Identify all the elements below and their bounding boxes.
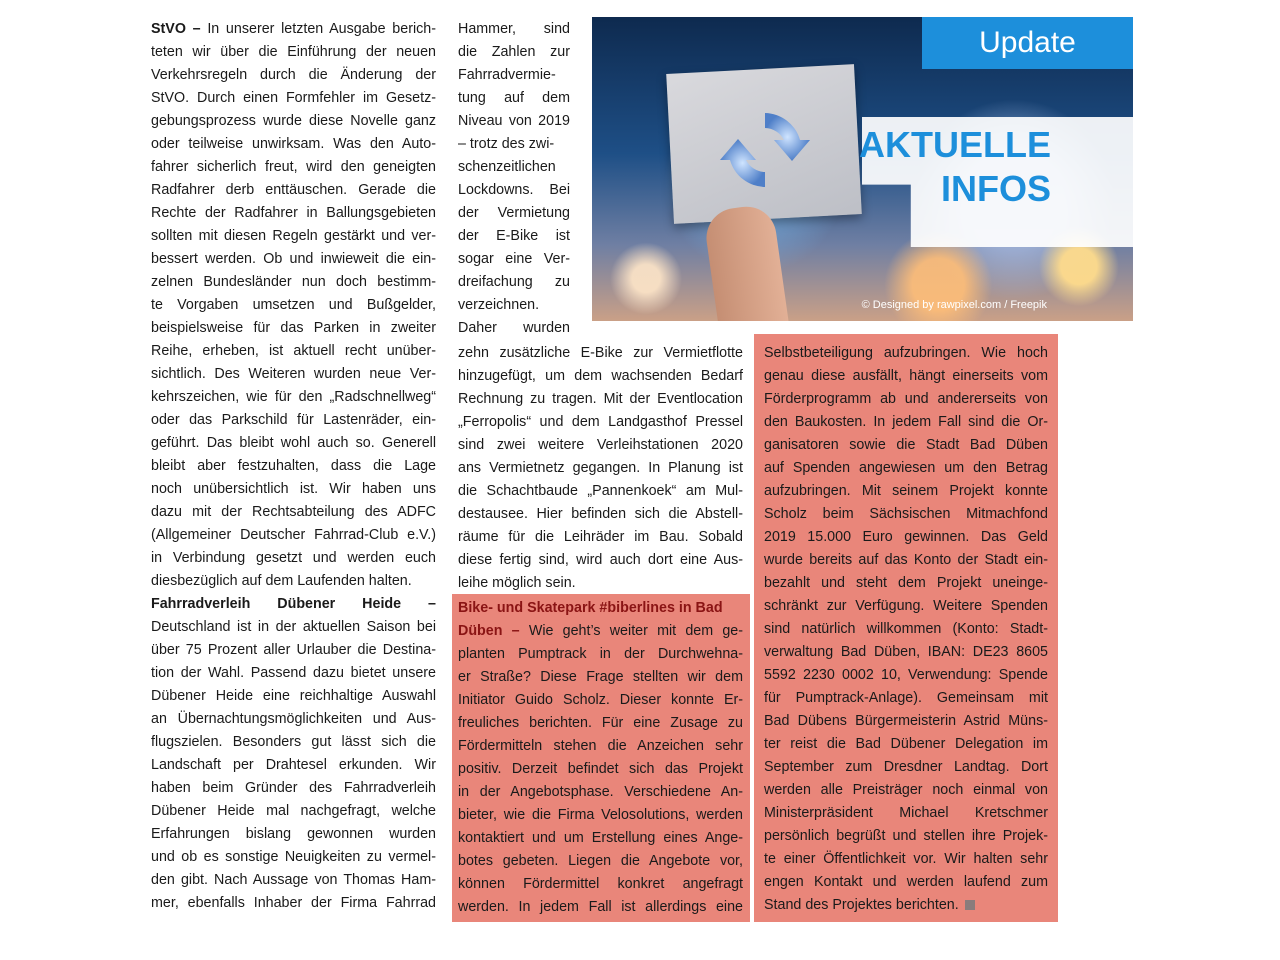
line-text: diese fertig sind, wird auch dort eine Aus- bbox=[458, 552, 743, 568]
line-text: bleibt aber festzuhalten, dass die Lage bbox=[151, 458, 436, 474]
line-text: kontaktiert und um Erstellung eines Ange- bbox=[458, 830, 743, 846]
line-text: den Baukosten. In jedem Fall sind die Or- bbox=[764, 414, 1048, 430]
line-text: September zum Dresdner Landtag. Dort bbox=[764, 759, 1048, 775]
text-line bbox=[458, 202, 570, 225]
text-line bbox=[458, 620, 743, 643]
line-text: StVO. Durch einen Formfehler im Gesetz- bbox=[151, 90, 436, 106]
line-text: tung auf dem bbox=[458, 90, 570, 106]
line-text: Rechte der Radfahrer in Ballungsgebieten bbox=[151, 205, 436, 221]
text-line bbox=[151, 570, 436, 593]
article-column-1 bbox=[151, 18, 436, 915]
text-line bbox=[151, 869, 436, 892]
line-text: die Zahlen zur bbox=[458, 44, 570, 60]
text-line bbox=[151, 133, 436, 156]
line-text: Selbstbeteiligung aufzubringen. Wie hoch bbox=[764, 345, 1048, 361]
line-text: genau diese ausfällt, hängt einerseits vom bbox=[764, 368, 1048, 384]
text-line bbox=[458, 156, 570, 179]
line-text: Fahrradvermie- bbox=[458, 67, 556, 83]
text-line bbox=[764, 388, 1048, 411]
line-text: Förderprogramm ab und andererseits von bbox=[764, 391, 1048, 407]
line-text: In unserer letzten Ausgabe berich- bbox=[207, 21, 436, 37]
text-line bbox=[458, 18, 570, 41]
lead-heading: StVO – bbox=[151, 21, 208, 37]
line-text: in Verbindung gesetzt und werden euch bbox=[151, 550, 436, 566]
text-line bbox=[151, 64, 436, 87]
line-text: „Ferropolis“ und dem Landgasthof Pressel bbox=[458, 414, 743, 430]
text-line bbox=[151, 432, 436, 455]
line-text: flugszielen. Besonders gut lässt sich die bbox=[151, 734, 436, 750]
line-text: Daher wurden bbox=[458, 320, 570, 336]
line-text: (Allgemeiner Deutscher Fahrrad-Club e.V.) bbox=[151, 527, 436, 543]
text-line bbox=[764, 756, 1048, 779]
text-line bbox=[764, 618, 1048, 641]
text-line bbox=[151, 800, 436, 823]
text-line bbox=[458, 735, 743, 758]
text-line bbox=[764, 572, 1048, 595]
text-line bbox=[151, 708, 436, 731]
text-line bbox=[458, 271, 570, 294]
text-line bbox=[151, 317, 436, 340]
text-line bbox=[458, 457, 743, 480]
text-line bbox=[151, 455, 436, 478]
line-text: an Übernachtungsmöglichkeiten und Aus- bbox=[151, 711, 436, 727]
hero-title-line2: INFOS bbox=[940, 168, 1051, 209]
line-text: Niveau von 2019 bbox=[458, 113, 570, 129]
text-line bbox=[151, 892, 436, 915]
text-line bbox=[458, 434, 743, 457]
line-text: ans Vermietnetz gegangen. In Planung ist bbox=[458, 460, 743, 476]
text-line bbox=[458, 873, 743, 896]
text-line bbox=[151, 662, 436, 685]
text-line bbox=[151, 271, 436, 294]
article-column-2-highlight bbox=[458, 597, 743, 919]
line-text: – trotz des zwi- bbox=[458, 136, 555, 152]
text-line bbox=[458, 758, 743, 781]
image-credit: © Designed by rawpixel.com / Freepik bbox=[861, 299, 1047, 311]
line-text: und ob es sonstige Neuigkeiten zu vermel- bbox=[151, 849, 436, 865]
line-text: Dübener Heide eine reichhaltige Auswahl bbox=[151, 688, 436, 704]
line-text: 2019 15.000 Euro gewinnen. Das Geld bbox=[764, 529, 1048, 545]
text-line bbox=[458, 666, 743, 689]
line-text: gebungsprozess wurde diese Novelle ganz bbox=[151, 113, 436, 129]
line-text: destausee. Hier befinden sich die Abstell- bbox=[458, 506, 743, 522]
line-text: die Schachtbaude „Pannenkoek“ am Mul- bbox=[458, 483, 743, 499]
line-text: werden alle Preisträger noch einmal von bbox=[764, 782, 1048, 798]
line-text: Verkehrsregeln durch die Änderung der bbox=[151, 67, 436, 83]
line-text: zelnen Bundesländer nun doch bestimm- bbox=[151, 274, 436, 290]
text-line bbox=[764, 365, 1048, 388]
line-text: dazu mit der Rechtsabteilung des ADFC bbox=[151, 504, 436, 520]
text-line bbox=[458, 712, 743, 735]
text-line bbox=[458, 480, 743, 503]
text-line bbox=[151, 593, 436, 616]
line-text: über 75 Prozent aller Urlauber die Destina- bbox=[151, 642, 436, 658]
text-line bbox=[151, 409, 436, 432]
text-line bbox=[458, 110, 570, 133]
line-text: er Straße? Diese Frage stellten wir dem bbox=[458, 669, 743, 685]
line-text: den gibt. Nach Aussage von Thomas Ham- bbox=[151, 872, 436, 888]
line-text: planten Pumptrack in der Durchwehna- bbox=[458, 646, 743, 662]
line-text: verzeichnen. bbox=[458, 297, 540, 313]
text-line bbox=[151, 386, 436, 409]
lead-heading: Fahrradverleih Dübener Heide – bbox=[151, 596, 436, 612]
line-text: Landschaft per Drahtesel erkunden. Wir bbox=[151, 757, 436, 773]
text-line bbox=[151, 340, 436, 363]
line-text: engen Kontakt und werden laufend zum bbox=[764, 874, 1048, 890]
text-line bbox=[458, 365, 743, 388]
line-text: der E-Bike ist bbox=[458, 228, 570, 244]
lead-heading: Bike- und Skatepark #biberlines in Bad bbox=[458, 600, 723, 616]
text-line bbox=[764, 503, 1048, 526]
line-text: oder das Parkschild für Lastenräder, ein- bbox=[151, 412, 436, 428]
text-line bbox=[151, 110, 436, 133]
line-text: Ministerpräsident Michael Kretschmer bbox=[764, 805, 1048, 821]
line-text: Fördermitteln stehen die Anzeichen sehr bbox=[458, 738, 743, 754]
line-text: sind zwei weitere Verleihstationen 2020 bbox=[458, 437, 743, 453]
line-text: der Vermietung bbox=[458, 205, 570, 221]
line-text: verwaltung Bad Düben, IBAN: DE23 8605 bbox=[764, 644, 1048, 660]
text-line bbox=[151, 547, 436, 570]
line-text: dreifachung zu bbox=[458, 274, 570, 290]
line-text: hinzugefügt, um dem wachsenden Bedarf bbox=[458, 368, 743, 384]
line-text: sichtlich. Des Weiteren wurden neue Ver- bbox=[151, 366, 436, 382]
text-line bbox=[151, 478, 436, 501]
text-line bbox=[458, 342, 743, 365]
text-line bbox=[151, 87, 436, 110]
text-line bbox=[458, 225, 570, 248]
end-mark bbox=[965, 900, 975, 910]
line-text: sollten mit diesen Regeln gestärkt und ver- bbox=[151, 228, 436, 244]
text-line bbox=[764, 457, 1048, 480]
line-text: Deutschland ist in der aktuellen Saison bei bbox=[151, 619, 436, 635]
text-line bbox=[458, 503, 743, 526]
line-text: teten wir über die Einführung der neuen bbox=[151, 44, 436, 60]
line-text: oder teilweise unwirksam. Was den Auto- bbox=[151, 136, 436, 152]
line-text: Lockdowns. Bei bbox=[458, 182, 570, 198]
text-line bbox=[151, 639, 436, 662]
text-line bbox=[764, 733, 1048, 756]
line-text: Radfahrer derb enttäuschen. Gerade die bbox=[151, 182, 436, 198]
text-line bbox=[458, 896, 743, 919]
line-text: auf Spenden angewiesen um den Betrag bbox=[764, 460, 1048, 476]
article-column-2-narrow bbox=[458, 18, 570, 340]
line-text: ganisatoren sowie die Stadt Bad Düben bbox=[764, 437, 1048, 453]
text-line bbox=[764, 411, 1048, 434]
text-line bbox=[458, 41, 570, 64]
text-line bbox=[151, 731, 436, 754]
text-line bbox=[151, 524, 436, 547]
text-line bbox=[151, 294, 436, 317]
text-line bbox=[764, 687, 1048, 710]
line-text: positiv. Derzeit befindet sich das Projekt bbox=[458, 761, 743, 777]
lead-heading: Düben – bbox=[458, 623, 529, 639]
line-text: tion der Wahl. Passend dazu bietet unsere bbox=[151, 665, 436, 681]
text-line bbox=[458, 411, 743, 434]
text-line bbox=[151, 156, 436, 179]
line-text: persönlich begrüßt und stellen ihre Projek- bbox=[764, 828, 1048, 844]
hero-image bbox=[592, 17, 1133, 321]
line-text: mer, ebenfalls Inhaber der Firma Fahrrad bbox=[151, 895, 436, 911]
line-text: bieter, wie die Firma Velosolutions, werden bbox=[458, 807, 743, 823]
line-text: haben beim Gründer des Fahrradverleih bbox=[151, 780, 436, 796]
refresh-icon bbox=[710, 95, 820, 205]
line-text: Bad Dübens Bürgermeisterin Astrid Müns- bbox=[764, 713, 1048, 729]
line-text: te einer Öffentlichkeit vor. Wir halten sehr bbox=[764, 851, 1048, 867]
text-line bbox=[764, 526, 1048, 549]
text-line bbox=[458, 572, 743, 595]
update-banner: Update bbox=[922, 17, 1133, 69]
text-line bbox=[458, 549, 743, 572]
line-text: sogar eine Ver- bbox=[458, 251, 570, 267]
text-line bbox=[151, 18, 436, 41]
text-line bbox=[151, 363, 436, 386]
text-line bbox=[458, 294, 570, 317]
line-text: 5592 2230 0002 10, Verwendung: Spende bbox=[764, 667, 1048, 683]
line-text: bessert werden. Ob und inwieweit die ein- bbox=[151, 251, 436, 267]
line-text: können Fördermittel konkret angefragt bbox=[458, 876, 743, 892]
text-line bbox=[458, 64, 570, 87]
line-text: aufzubringen. Mit seinem Projekt konnte bbox=[764, 483, 1048, 499]
text-line bbox=[151, 41, 436, 64]
text-line bbox=[764, 825, 1048, 848]
text-line bbox=[458, 87, 570, 110]
line-text: wurde bereits auf das Konto der Stadt ein- bbox=[764, 552, 1048, 568]
text-line bbox=[458, 643, 743, 666]
line-text: schränkt zur Verfügung. Weitere Spenden bbox=[764, 598, 1048, 614]
line-text: fahrer sicherlich freut, wird den geneigten bbox=[151, 159, 436, 175]
text-line bbox=[151, 248, 436, 271]
hand-illustration bbox=[703, 203, 792, 321]
text-line bbox=[764, 434, 1048, 457]
line-text: Rechnung zu tragen. Mit der Eventlocation bbox=[458, 391, 743, 407]
text-line bbox=[151, 846, 436, 869]
line-text: Erfahrungen bislang gewonnen wurden bbox=[151, 826, 436, 842]
line-text: botes gebeten. Liegen die Angebote vor, bbox=[458, 853, 743, 869]
text-line bbox=[764, 871, 1048, 894]
text-line bbox=[764, 779, 1048, 802]
line-text: kehrszeichen, wie für den „Radschnellweg“ bbox=[151, 389, 436, 405]
text-line bbox=[151, 685, 436, 708]
text-line bbox=[764, 848, 1048, 871]
text-line bbox=[458, 248, 570, 271]
line-text: für Pumptrack-Anlage). Gemeinsam mit bbox=[764, 690, 1048, 706]
text-line bbox=[458, 850, 743, 873]
line-text: Hammer, sind bbox=[458, 21, 570, 37]
text-line bbox=[151, 823, 436, 846]
line-text: Initiator Guido Scholz. Dieser konnte Er- bbox=[458, 692, 743, 708]
line-text: leihe möglich sein. bbox=[458, 575, 576, 591]
line-text: sind natürlich willkommen (Konto: Stadt- bbox=[764, 621, 1048, 637]
text-line bbox=[764, 595, 1048, 618]
text-line bbox=[458, 597, 743, 620]
line-text: freuliches berichten. Für eine Zusage zu bbox=[458, 715, 743, 731]
text-line bbox=[458, 781, 743, 804]
line-text: Wie geht’s weiter mit dem ge- bbox=[528, 623, 743, 639]
text-line bbox=[151, 179, 436, 202]
line-text: bezahlt und steht dem Projekt uneinge- bbox=[764, 575, 1048, 591]
text-line bbox=[458, 827, 743, 850]
line-text: ter reist die Bad Dübener Delegation im bbox=[764, 736, 1048, 752]
text-line bbox=[151, 616, 436, 639]
text-line bbox=[458, 526, 743, 549]
text-line bbox=[764, 641, 1048, 664]
text-line bbox=[151, 225, 436, 248]
line-text: Dübener Heide mal nachgefragt, welche bbox=[151, 803, 436, 819]
line-text: zehn zusätzliche E-Bike zur Vermietflotte bbox=[458, 345, 743, 361]
line-text: Stand des Projektes berichten. bbox=[764, 897, 959, 913]
line-text: schenzeitlichen bbox=[458, 159, 556, 175]
line-text: räume für die Leihräder im Bau. Sobald bbox=[458, 529, 743, 545]
text-line bbox=[151, 754, 436, 777]
text-line bbox=[458, 133, 570, 156]
line-text: te Vorgaben umsetzen und Bußgelder, bbox=[151, 297, 436, 313]
article-column-3-highlight bbox=[764, 342, 1048, 917]
line-text: Reihe, erheben, ist aktuell recht unüber- bbox=[151, 343, 436, 359]
article-column-2 bbox=[458, 342, 743, 595]
line-text: beispielsweise für das Parken in zweiter bbox=[151, 320, 436, 336]
text-line bbox=[764, 549, 1048, 572]
line-text: werden. In jedem Fall ist allerdings eine bbox=[458, 899, 743, 915]
text-line bbox=[151, 501, 436, 524]
text-line bbox=[151, 202, 436, 225]
text-line bbox=[764, 664, 1048, 687]
text-line bbox=[458, 689, 743, 712]
text-line bbox=[458, 317, 570, 340]
text-line bbox=[764, 710, 1048, 733]
text-line bbox=[458, 179, 570, 202]
hero-title-line1: AKTUELLE bbox=[859, 124, 1051, 165]
text-line bbox=[764, 894, 1048, 917]
text-line bbox=[151, 777, 436, 800]
line-text: Scholz beim Sächsischen Mitmachfond bbox=[764, 506, 1048, 522]
text-line bbox=[764, 802, 1048, 825]
line-text: noch unübersichtlich ist. Wir haben uns bbox=[151, 481, 436, 497]
line-text: diesbezüglich auf dem Laufenden halten. bbox=[151, 573, 412, 589]
text-line bbox=[458, 388, 743, 411]
line-text: geführt. Das bleibt wohl auch so. Generell bbox=[151, 435, 436, 451]
text-line bbox=[764, 342, 1048, 365]
text-line bbox=[458, 804, 743, 827]
text-line bbox=[764, 480, 1048, 503]
line-text: in der Angebotsphase. Verschiedene An- bbox=[458, 784, 743, 800]
